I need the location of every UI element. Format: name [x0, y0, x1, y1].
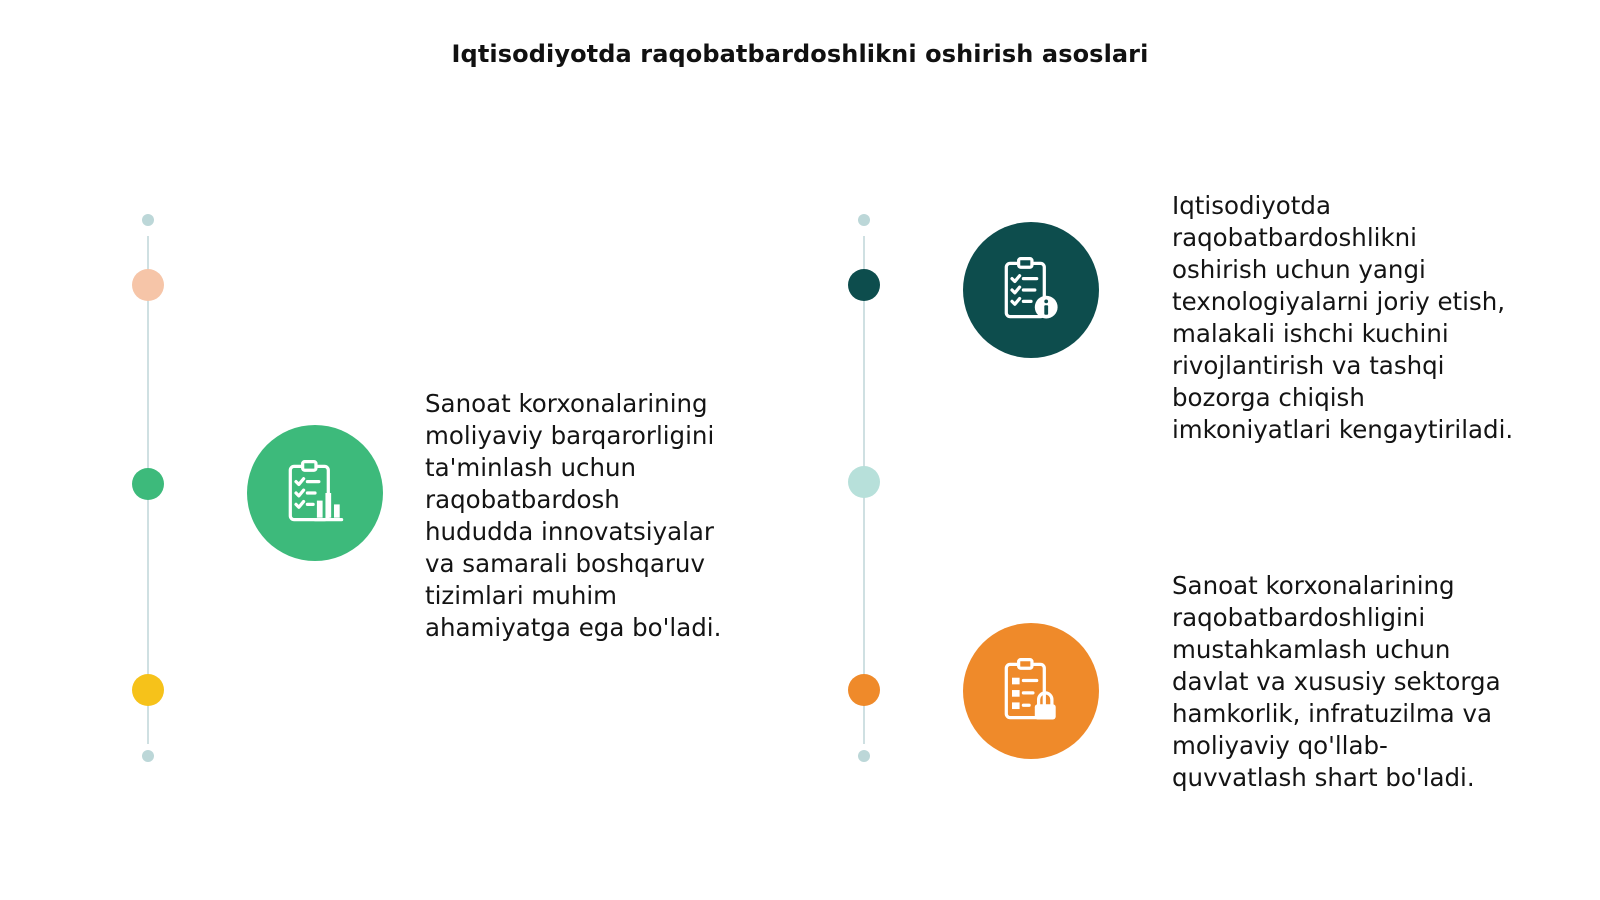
- timeline-node-peach: [132, 269, 164, 301]
- item-description-2: Iqtisodiyotda raqobatbardoshlikni oshirish uchun yangi texnologiyalarni joriy etish, malakali ishchi kuchini rivojlantirish va tashqi bozorga chiqish imkoniyatlari kengaytiriladi.: [1172, 191, 1514, 444]
- timeline-right: [844, 214, 884, 766]
- item-description-1: Sanoat korxonalarining moliyaviy barqarorligini ta'minlash uchun raqobatbardosh hududda innovatsiyalar va samarali boshqaruv tizimlari muhim ahamiyatga ega bo'ladi.: [425, 389, 722, 642]
- item-description-3: Sanoat korxonalarining raqobatbardoshligini mustahkamlash uchun davlat va xususiy sektorga hamkorlik, infratuzilma va moliyaviy qo'llab- quvvatlash shart bo'ladi.: [1172, 571, 1501, 792]
- clipboard-chart-icon: [247, 425, 383, 561]
- page-title: Iqtisodiyotda raqobatbardoshlikni oshirish asoslari: [451, 40, 1149, 68]
- clipboard-info-icon: [963, 222, 1099, 358]
- timeline-end-dot: [142, 750, 154, 762]
- timeline-node-yellow: [132, 674, 164, 706]
- timeline-node-light-teal: [848, 466, 880, 498]
- timeline-node-orange: [848, 674, 880, 706]
- timeline-end-dot: [858, 750, 870, 762]
- timeline-start-dot: [142, 214, 154, 226]
- timeline-node-green: [132, 468, 164, 500]
- timeline-node-teal: [848, 269, 880, 301]
- clipboard-lock-icon: [963, 623, 1099, 759]
- timeline-start-dot: [858, 214, 870, 226]
- timeline-left: [128, 214, 168, 766]
